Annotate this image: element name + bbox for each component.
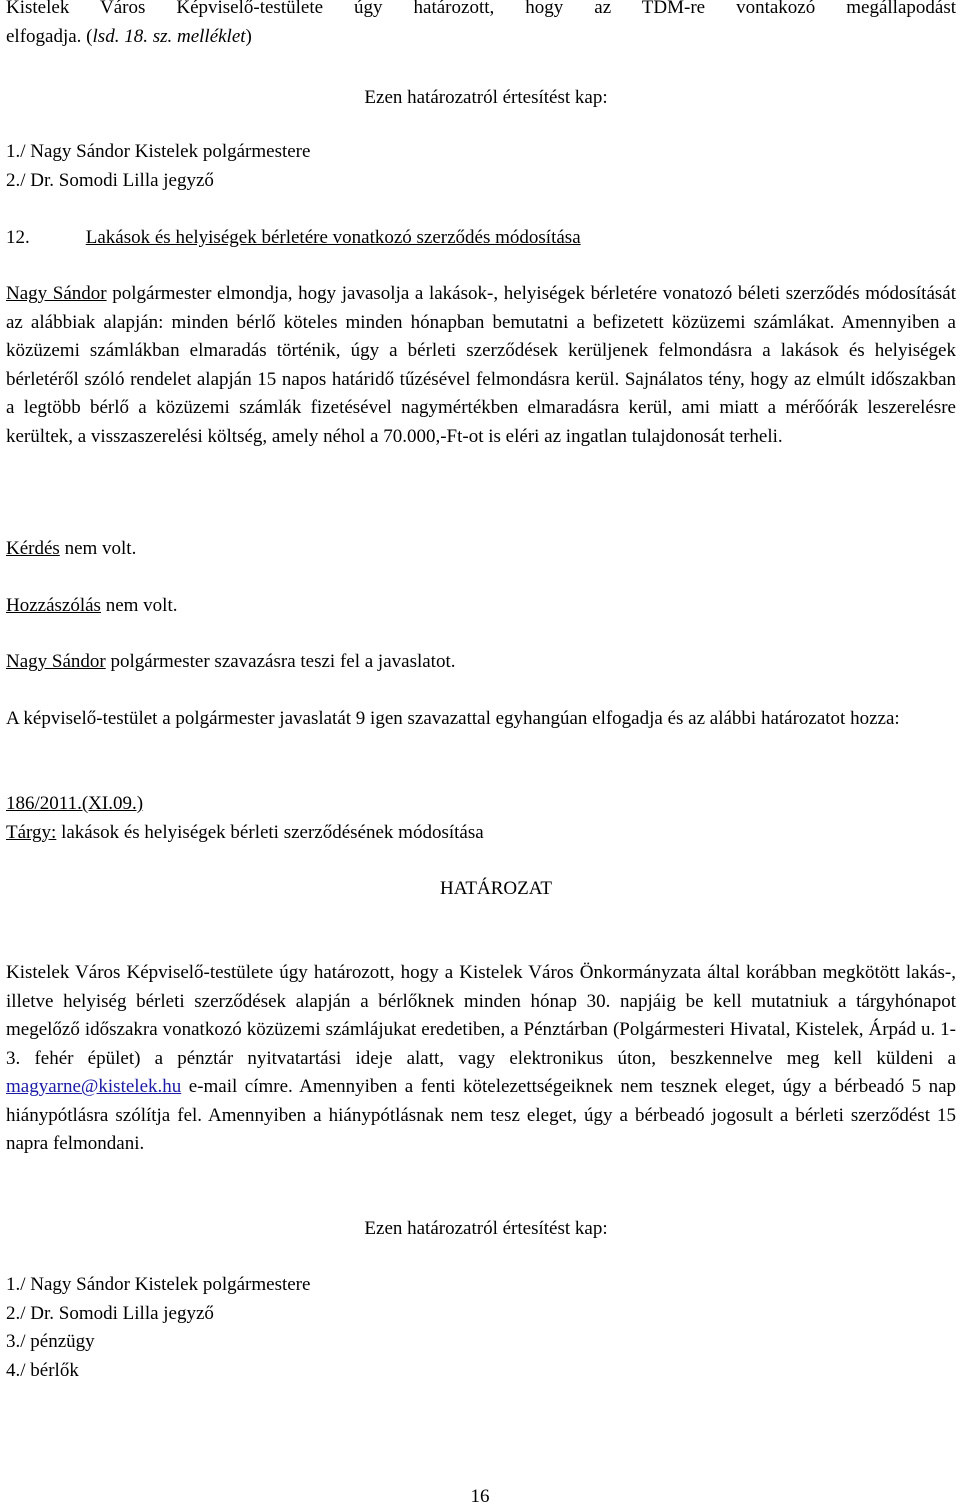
comment-line: Hozzászólás nem volt. <box>6 595 178 616</box>
page-number: 16 <box>470 1486 490 1507</box>
resolution-header <box>6 790 956 847</box>
notify-item: 1./ Nagy Sándor Kistelek polgármestere <box>6 141 311 162</box>
notify-item: 4./ bérlők <box>6 1359 79 1381</box>
question-line: Kérdés nem volt. <box>6 538 137 559</box>
previous-resolution-text <box>6 0 956 51</box>
resolution-subject: Tárgy: lakások és helyiségek bérleti szerződésének módosítása <box>6 821 484 843</box>
vote-call-line: Nagy Sándor polgármester szavazásra teszi fel a javaslatot. <box>6 651 456 672</box>
attachment-reference: lsd. 18. sz. melléklet <box>92 25 246 47</box>
previous-resolution-line-2: elfogadja. (lsd. 18. sz. melléklet) <box>6 25 252 47</box>
notify-list <box>6 138 956 195</box>
previous-resolution-line-1: Kistelek Város Képviselő-testülete úgy határozott, hogy az TDM-re vontakozó megállapodást <box>6 0 956 18</box>
vote-result-paragraph: A képviselő-testület a polgármester javaslatát 9 igen szavazattal egyhangúan elfogadja és az alábbi határozatot hozza: <box>6 708 900 729</box>
speaker-name: Nagy Sándor <box>6 283 107 304</box>
resolution-number: 186/2011.(XI.09.) <box>6 793 144 814</box>
agenda-number: 12. <box>6 227 30 248</box>
email-link[interactable]: magyarne@kistelek.hu <box>6 1076 182 1097</box>
notify-item: 2./ Dr. Somodi Lilla jegyző <box>6 169 214 191</box>
notify-item: 2./ Dr. Somodi Lilla jegyző <box>6 1302 214 1324</box>
resolution-body: Kistelek Város Képviselő-testülete úgy határozott, hogy a Kistelek Város Önkormányzata által korábban megkötött lakás-, illetve helyiség bérleti szerződések alapján a bérlőknek minden hónap 30. napjáig be kell mutatniuk a tárgyhónapot megelőző időszakra vonatkozó közüzemi számlájukat eredetiben, a Pénztárban (Polgármesteri Hivatal, Kistelek, Árpád u. 1-3. fehér épület) a pénztár nyitvatartási ideje alatt, vagy elektronikus úton, beszkennelve meg kell küldeni a magyarne@kistelek.hu e-mail címre. Amennyiben a fenti kötelezettségeiknek nem tesznek eleget, úgy a bérbeadó 5 nap hiánypótlásra szólítja fel. Amennyiben a hiánypótlásnak nem tesz eleget, úgy a bérbeadó jogosult a bérleti szerződést 15 napra felmondani. <box>6 962 956 1154</box>
notify-heading: Ezen határozatról értesítést kap: <box>364 87 608 108</box>
notify-item: 3./ pénzügy <box>6 1331 95 1352</box>
notify-list <box>6 1271 956 1385</box>
mayor-proposal-paragraph: Nagy Sándor polgármester elmondja, hogy javasolja a lakások-, helyiségek bérletére vonatozó béleti szerződés módosítását az alábbiak alapján: minden bérlő köteles minden hónapban bemutatni a befizetett közüzemi számlákat. Amennyiben a közüzemi számlákban elmaradás történik, úgy a bérleti szerződések kerüljenek felmondásra a lakások és helyiségek bérletéről szóló rendelet alapján 15 napos határidő tűzésével felmondásra kerül. Sajnálatos tény, hogy az elmúlt időszakban a legtöbb bérlő a közüzemi számlák fizetésével nagymértékben elmaradásra kerül, ami miatt a mérőórák leszerelésre kerültek, a visszaszerelési költség, amely néhol a 70.000,-Ft-ot is eléri az ingatlan tulajdonosát terheli. <box>6 283 956 447</box>
notify-heading: Ezen határozatról értesítést kap: <box>364 1218 608 1239</box>
agenda-title: Lakások és helyiségek bérletére vonatkozó szerződés módosítása <box>85 227 581 248</box>
resolution-heading: HATÁROZAT <box>440 878 552 899</box>
notify-item: 1./ Nagy Sándor Kistelek polgármestere <box>6 1274 311 1295</box>
agenda-item-heading <box>6 224 956 253</box>
